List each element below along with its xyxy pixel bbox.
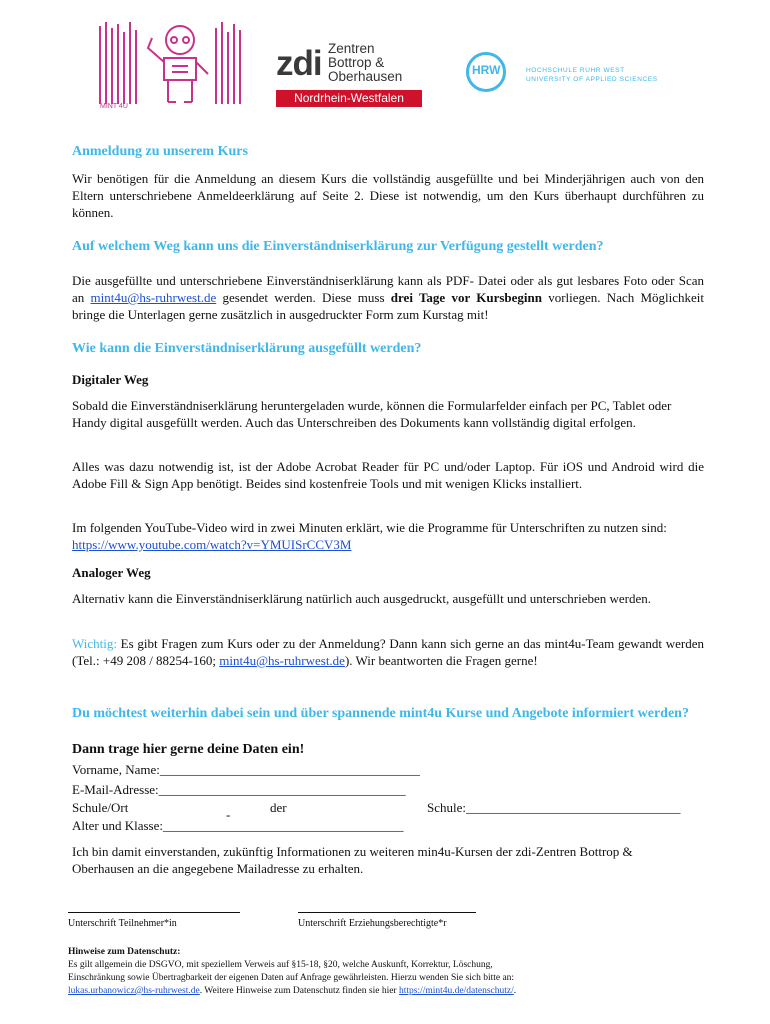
analog-title: Analoger Weg xyxy=(72,565,151,580)
note-email-link[interactable]: mint4u@hs-ruhrwest.de xyxy=(219,653,345,668)
weg-text-1: Die ausgefüllte und unterschriebene Einverständniserklärung kann als PDF- Datei oder als gut lesbares Foto oder Scan an xyxy=(72,273,704,305)
consent-text: Ich bin damit einverstanden, zukünftig Informationen zu weiteren min4u-Kursen der zdi-Zentren Bottrop & Oberhausen an die angegebene Mailadresse zu erhalten. xyxy=(72,844,633,876)
weg-text-2: gesendet werden. Diese muss xyxy=(222,290,385,305)
weg-text-3: vorliegen. Nach Möglichkeit bringe die Unterlagen gerne zusätzlich in ausgedruckter Form zum Kurstag mit! xyxy=(72,290,705,322)
privacy-title: Hinweise zum Datenschutz: xyxy=(68,947,181,957)
privacy-policy-link[interactable]: https://mint4u.de/datenschutz/ xyxy=(398,986,514,996)
hrw-logo xyxy=(466,52,696,98)
heading-newsletter: Du möchtest weiterhin dabei sein und über spannende mint4u Kurse und Angebote informiert werden? xyxy=(72,706,689,721)
privacy-email-link[interactable]: lukas.urbanowicz@hs-ruhrwest.de xyxy=(68,986,200,996)
signature-line-participant[interactable] xyxy=(68,912,240,913)
analog-paragraph: Alternativ kann die Einverständniserklärung natürlich auch ausgedruckt, ausgefüllt und unterschrieben werden. xyxy=(72,591,652,606)
hrw-line-2: UNIVERSITY OF APPLIED SCIENCES xyxy=(526,76,658,83)
digital-paragraph-3 xyxy=(72,519,704,553)
hrw-line-1: HOCHSCHULE RUHR WEST xyxy=(526,67,625,74)
privacy-line-1: Es gilt allgemein die DSGVO, mit speziellem Verweis auf §15-18, §20, welche Auskunft, Korrektur, Löschung, xyxy=(68,960,493,970)
newsletter-subheading: Dann trage hier gerne deine Daten ein! xyxy=(72,742,305,757)
zdi-word: zdi xyxy=(276,44,322,83)
school-field[interactable]: Schule:_________________________________ xyxy=(427,800,681,815)
privacy-end: . xyxy=(513,986,517,996)
weg-bold: drei Tage vor Kursbeginn xyxy=(390,290,542,305)
digital-title: Digitaler Weg xyxy=(72,372,149,387)
email-field[interactable]: E-Mail-Adresse:______________________________________ xyxy=(72,782,406,797)
digital-paragraph-2: Alles was dazu notwendig ist, ist der Adobe Acrobat Reader für PC und/oder Laptop. Für iOS und Android wird die Adobe Fill & Sign App benötigt. Beides sind kostenfreie Tools und mit wenigen Klicks installiert. xyxy=(72,459,704,491)
paragraph-anmeldung: Wir benötigen für die Anmeldung an diesem Kurs die vollständig ausgefüllte und bei Minderjährigen auch von den Eltern unterschriebene Anmeldeerklärung auf Seite 2. Diese ist notwendig, um den Kurs überhaupt durchführen zu können. xyxy=(72,171,704,220)
robot-logo-graphic xyxy=(96,18,246,110)
heading-ausfuellen: Wie kann die Einverständniserklärung ausgefüllt werden? xyxy=(72,341,422,356)
privacy-line-2: Einschränkung sowie Übertragbarkeit der eigenen Daten auf Anfrage gewährleisten. Hierzu wenden Sie sich bitte an: xyxy=(68,973,515,983)
important-note xyxy=(72,635,704,669)
privacy-mid: . Weitere Hinweise zum Datenschutz finden sie hier xyxy=(199,986,397,996)
zdi-band: Nordrhein-Westfalen xyxy=(276,90,422,107)
youtube-link[interactable]: https://www.youtube.com/watch?v=YMUISrCCV3M xyxy=(72,537,352,552)
hrw-badge: HRW xyxy=(472,63,501,77)
important-label: Wichtig: xyxy=(72,636,117,651)
school-der-label: der xyxy=(270,800,287,815)
school-place-label: Schule/Ort xyxy=(72,800,129,815)
mint4u-logo xyxy=(96,18,246,110)
name-field[interactable]: Vorname, Name:________________________________________ xyxy=(72,762,420,777)
zdi-line-2: Bottrop & xyxy=(328,55,385,70)
signature-label-participant: Unterschrift Teilnehmer*in xyxy=(68,918,177,929)
age-class-field[interactable]: Alter und Klasse:_____________________________________ xyxy=(72,818,404,833)
mint4u-email-link[interactable]: mint4u@hs-ruhrwest.de xyxy=(90,290,217,305)
privacy-line-3 xyxy=(68,985,516,998)
zdi-lines xyxy=(328,42,402,84)
hrw-subtitle xyxy=(526,66,658,84)
digital-p3-text: Im folgenden YouTube-Video wird in zwei Minuten erklärt, wie die Programme für Unterschriften zu nutzen sind: xyxy=(72,520,667,535)
zdi-line-3: Oberhausen xyxy=(328,69,403,84)
school-dash: - xyxy=(226,807,231,822)
digital-paragraph-1: Sobald die Einverständniserklärung heruntergeladen wurde, können die Formularfelder einfach per PC, Tablet oder Handy digital ausgefüllt werden. Auch das Unterschreiben des Dokuments kann vollständig digital erfolgen. xyxy=(72,398,672,430)
mint4u-caption: MINT 4U xyxy=(100,103,128,110)
heading-anmeldung: Anmeldung zu unserem Kurs xyxy=(72,144,248,159)
zdi-line-1: Zentren xyxy=(328,41,375,56)
important-text-2: ). Wir beantworten die Fragen gerne! xyxy=(344,653,538,668)
signature-line-guardian[interactable] xyxy=(298,912,476,913)
paragraph-weg xyxy=(72,272,704,323)
important-text-1: Es gibt Fragen zum Kurs oder zu der Anmeldung? Dann kann sich gerne an das mint4u-Team gewandt werden (Tel.: +49 208 / 88254-160; xyxy=(72,636,704,668)
signature-label-guardian: Unterschrift Erziehungsberechtigte*r xyxy=(298,918,447,929)
zdi-logo xyxy=(276,42,424,108)
heading-weg: Auf welchem Weg kann uns die Einverständniserklärung zur Verfügung gestellt werden? xyxy=(72,239,604,254)
